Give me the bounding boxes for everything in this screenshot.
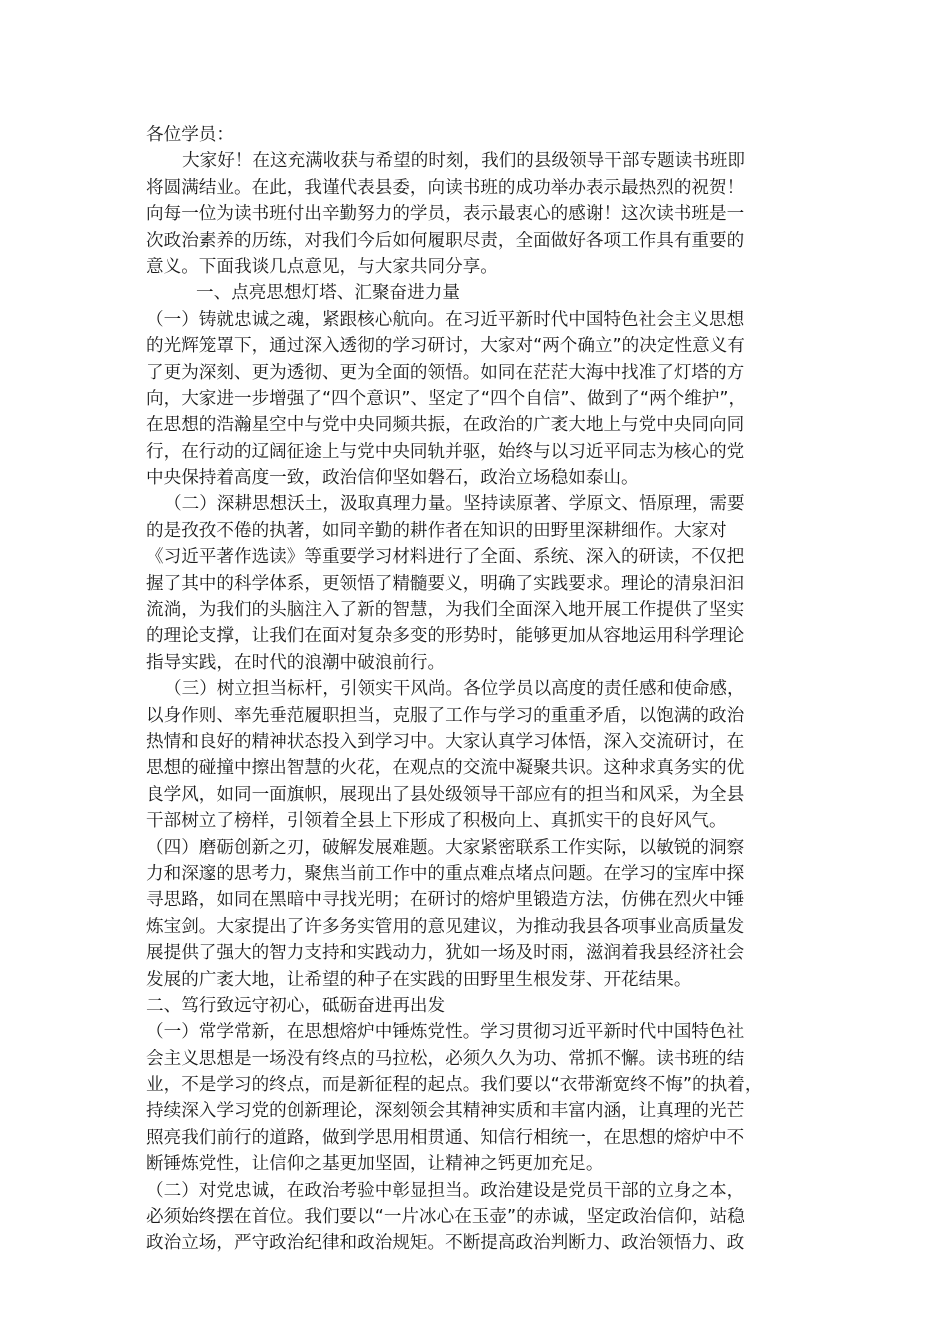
text-line: 大家好！在这充满收获与希望的时刻，我们的县级领导干部专题读书班即 [182, 151, 746, 172]
text-line: 持续深入学习党的创新理论，深刻领会其精神实质和丰富内涵，让真理的光芒 [146, 1101, 745, 1122]
text-line: 良学风，如同一面旗帜，展现出了县处级领导干部应有的担当和风采，为全县 [146, 784, 745, 805]
text-line: 《习近平著作选读》等重要学习材料进行了全面、系统、深入的研读，不仅把 [146, 547, 745, 568]
text-line: 展提供了强大的智力支持和实践动力，犹如一场及时雨，滋润着我县经济社会 [146, 943, 745, 964]
text-line: （二）深耕思想沃土，汲取真理力量。坚持读原著、学原文、悟原理，需要 [164, 494, 745, 515]
text-line: 中央保持着高度一致，政治信仰坚如磐石，政治立场稳如泰山。 [146, 468, 639, 489]
text-line: 一、点亮思想灯塔、汇聚奋进力量 [196, 283, 460, 304]
text-line: 会主义思想是一场没有终点的马拉松，必须久久为功、常抓不懈。读书班的结 [146, 1048, 745, 1069]
text-line: 行，在行动的辽阔征途上与党中央同轨并驱，始终与以习近平同志为核心的党 [146, 441, 745, 462]
text-line: 必须始终摆在首位。我们要以“一片冰心在玉壶”的赤诚，坚定政治信仰，站稳 [146, 1207, 745, 1228]
text-line: 业，不是学习的终点，而是新征程的起点。我们要以“衣带渐宽终不悔”的执着， [146, 1075, 763, 1096]
text-line: 的理论支撑，让我们在面对复杂多变的形势时，能够更加从容地运用科学理论 [146, 626, 745, 647]
text-line: 炼宝剑。大家提出了许多务实管用的意见建议，为推动我县各项事业高质量发 [146, 916, 745, 937]
text-line: 干部树立了榜样，引领着全县上下形成了积极向上、真抓实干的良好风气。 [146, 811, 727, 832]
text-line: 在思想的浩瀚星空中与党中央同频共振，在政治的广袤大地上与党中央同向同 [146, 415, 745, 436]
text-line: 流淌，为我们的头脑注入了新的智慧，为我们全面深入地开展工作提供了坚实 [146, 600, 745, 621]
text-line: 政治立场，严守政治纪律和政治规矩。不断提高政治判断力、政治领悟力、政 [146, 1233, 745, 1254]
text-line: 将圆满结业。在此，我谨代表县委，向读书班的成功举办表示最热烈的祝贺！ [146, 177, 745, 198]
text-line: 发展的广袤大地，让希望的种子在实践的田野里生根发芽、开花结果。 [146, 969, 692, 990]
text-line: 以身作则、率先垂范履职担当，克服了工作与学习的重重矛盾，以饱满的政治 [146, 705, 745, 726]
text-line: （二）对党忠诚，在政治考验中彰显担当。政治建设是党员干部的立身之本， [146, 1180, 745, 1201]
text-line: 了更为深刻、更为透彻、更为全面的领悟。如同在茫茫大海中找准了灯塔的方 [146, 362, 745, 383]
text-line: 意义。下面我谈几点意见，与大家共同分享。 [146, 256, 498, 277]
text-line: 思想的碰撞中擦出智慧的火花，在观点的交流中凝聚共识。这种求真务实的优 [146, 758, 745, 779]
text-line: 各位学员： [146, 125, 234, 145]
text-line: 指导实践，在时代的浪潮中破浪前行。 [146, 652, 446, 673]
text-line: 向每一位为读书班付出辛勤努力的学员，表示最衷心的感谢！这次读书班是一 [146, 204, 745, 225]
text-line: （三）树立担当标杆，引领实干风尚。各位学员以高度的责任感和使命感， [164, 679, 745, 700]
text-line: 二、笃行致远守初心，砥砺奋进再出发 [146, 995, 446, 1016]
text-line: 断锤炼党性，让信仰之基更加坚固，让精神之钙更加充足。 [146, 1154, 604, 1175]
text-line: 照亮我们前行的道路，做到学思用相贯通、知信行相统一，在思想的熔炉中不 [146, 1127, 745, 1148]
text-line: 向，大家进一步增强了“四个意识”、坚定了“四个自信”、做到了“两个维护”， [146, 388, 747, 409]
text-line: （四）磨砺创新之刃，破解发展难题。大家紧密联系工作实际，以敏锐的洞察 [146, 837, 745, 858]
text-line: （一）常学常新，在思想熔炉中锤炼党性。学习贯彻习近平新时代中国特色社 [146, 1022, 745, 1043]
text-line: 力和深邃的思考力，聚焦当前工作中的重点难点堵点问题。在学习的宝库中探 [146, 863, 745, 884]
text-line: 的是孜孜不倦的执著，如同辛勤的耕作者在知识的田野里深耕细作。大家对 [146, 520, 727, 541]
text-line: 次政治素养的历练，对我们今后如何履职尽责，全面做好各项工作具有重要的 [146, 230, 745, 251]
text-line: 热情和良好的精神状态投入到学习中。大家认真学习体悟，深入交流研讨，在 [146, 731, 745, 752]
text-line: （一）铸就忠诚之魂，紧跟核心航向。在习近平新时代中国特色社会主义思想 [146, 309, 745, 330]
document-body [146, 122, 808, 1257]
text-line: 握了其中的科学体系，更领悟了精髓要义，明确了实践要求。理论的清泉汩汩 [146, 573, 745, 594]
text-line: 的光辉笼罩下，通过深入透彻的学习研讨，大家对“两个确立”的决定性意义有 [146, 336, 745, 357]
text-line: 寻思路，如同在黑暗中寻找光明；在研讨的熔炉里锻造方法，仿佛在烈火中锤 [146, 890, 745, 911]
